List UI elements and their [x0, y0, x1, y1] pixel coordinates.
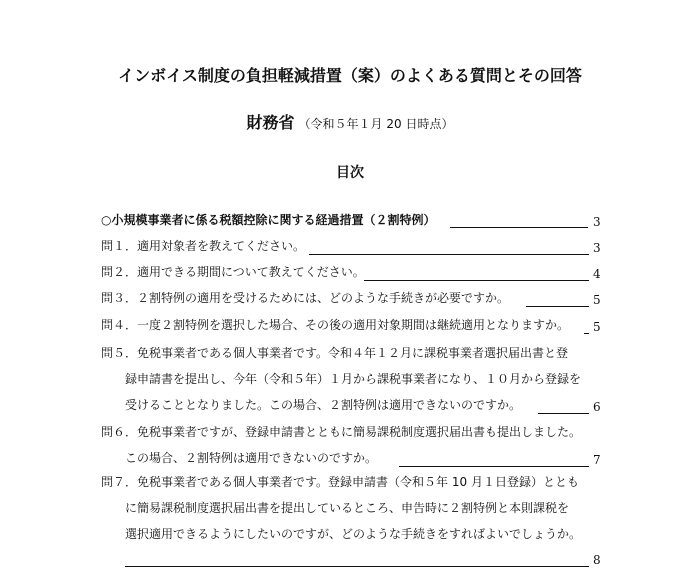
toc-leader — [584, 333, 589, 334]
toc-q7-line-3: 選択適用できるようにしたいのですが、どのような手続きをすればよいでしょうか。 — [125, 527, 582, 541]
organization-name: 財務省 — [246, 113, 295, 132]
toc-page-number: 4 — [593, 267, 601, 281]
toc-page-number: 3 — [593, 215, 601, 229]
toc-leader — [450, 227, 588, 228]
toc-heading: 目次 — [336, 165, 364, 181]
toc-page-number: 5 — [593, 293, 601, 307]
toc-page-number: 8 — [593, 553, 601, 567]
toc-page-number: 6 — [593, 400, 601, 414]
document-subtitle — [0, 110, 700, 133]
toc-q5-line-1: 問５．免税事業者である個人事業者です。令和４年１２月に課税事業者選択届出書と登 — [101, 346, 569, 360]
toc-leader — [364, 280, 589, 281]
toc-q7-line-2: に簡易課税制度選択届出書を提出しているところ、申告時に２割特例と本則課税を — [125, 501, 570, 515]
toc-leader — [526, 306, 589, 307]
date-note: （令和５年１月 20 日時点） — [298, 117, 454, 131]
toc-q1-line-1: 問１．適用対象者を教えてください。 — [101, 239, 306, 253]
toc-q5-line-3: 受けることとなりました。この場合、２割特例は適用できないのですか。 — [125, 398, 522, 412]
toc-page-number: 7 — [593, 453, 601, 467]
toc-leader — [538, 413, 589, 414]
document-title: インボイス制度の負担軽減措置（案）のよくある質問とその回答 — [118, 66, 582, 85]
toc-page-number: 5 — [593, 320, 601, 334]
toc-q5-line-2: 録申請書を提出し、今年（令和５年）１月から課税事業者になり、１０月から登録を — [125, 372, 582, 386]
toc-q2-line-1: 問２．適用できる期間について教えてください。 — [101, 265, 365, 279]
toc-q6-line-2: この場合、２割特例は適用できないのですか。 — [125, 451, 378, 465]
toc-page-number: 3 — [593, 241, 601, 255]
toc-q3-line-1: 問３．２割特例の適用を受けるためには、どのような手続きが必要ですか。 — [101, 291, 510, 305]
toc-q6-line-1: 問６．免税事業者ですが、登録申請書とともに簡易課税制度選択届出書も提出しました。 — [101, 425, 582, 439]
toc-leader — [399, 466, 589, 467]
toc-leader — [309, 254, 589, 255]
toc-leader — [125, 566, 589, 567]
toc-section-label: ○小規模事業者に係る税額控除に関する経過措置（２割特例） — [101, 213, 436, 227]
toc-q7-line-1: 問７．免税事業者である個人事業者です。登録申請書（令和５年 10 月１日登録）ととも — [101, 475, 579, 489]
toc-q4-line-1: 問４．一度２割特例を選択した場合、その後の適用対象期間は継続適用となりますか。 — [101, 318, 570, 332]
